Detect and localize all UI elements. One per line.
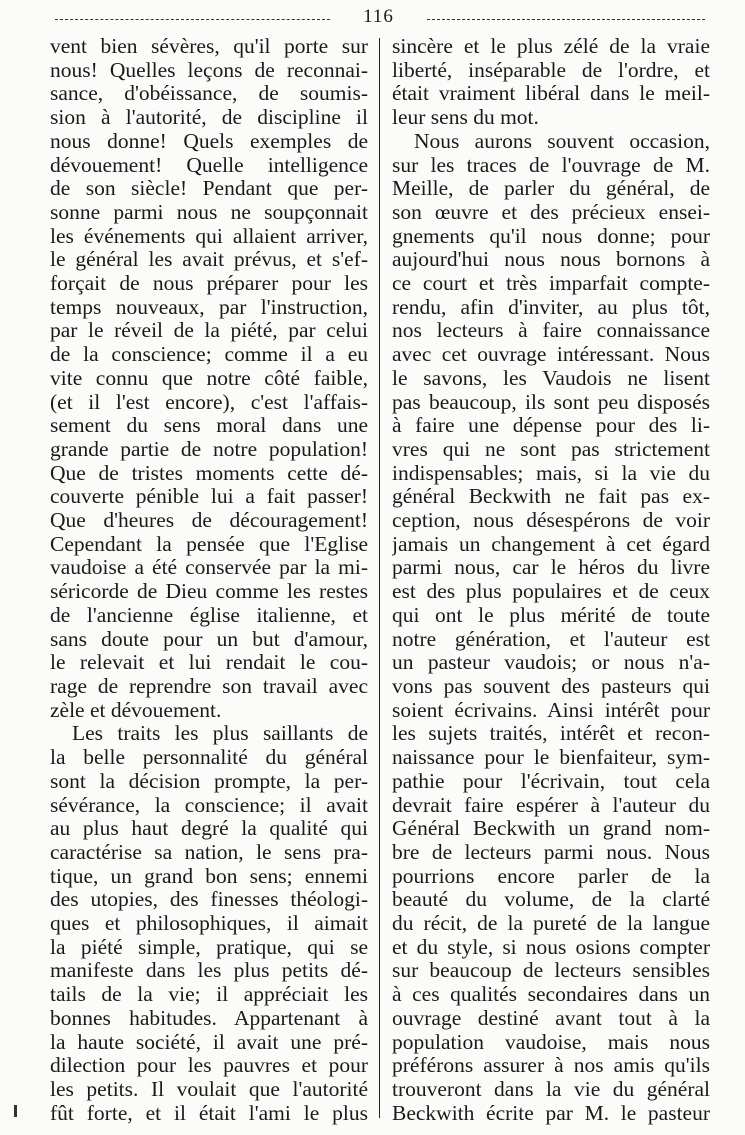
text-line: des utopies, des finesses théologi- (50, 888, 368, 912)
text-line: parmi nous, car le héros du livre (392, 556, 710, 580)
text-line: tique, un grand bon sens; ennemi (50, 864, 368, 888)
margin-mark (14, 1105, 17, 1117)
text-line: rendu, afin d'inviter, au plus tôt, (392, 295, 710, 319)
text-line: nous donne! Quels exemples de (50, 129, 368, 153)
text-line: sement du sens moral dans une (50, 414, 368, 438)
text-line: liberté, inséparable de l'ordre, et (392, 58, 710, 82)
text-line: Les traits les plus saillants de (72, 722, 368, 746)
text-line: du récit, de la pureté de la langue (392, 912, 710, 936)
header-rule-right (427, 19, 705, 20)
text-line: avec cet ouvrage intéressant. Nous (392, 343, 710, 367)
text-line: la belle personnalité du général (50, 746, 368, 770)
text-line: forçait de nous préparer pour les (50, 272, 368, 296)
text-line: Que de tristes moments cette dé- (50, 461, 368, 485)
text-line: de l'ancienne église italienne, et (50, 603, 368, 627)
text-line: sonne parmi nous ne soupçonnait (50, 200, 368, 224)
text-line: Général Beckwith un grand nom- (392, 817, 710, 841)
text-line: qui ont le plus mérité de toute (392, 603, 710, 627)
text-line: Que d'heures de découragement! (50, 509, 368, 533)
text-line: couverte pénible lui a fait passer! (50, 485, 368, 509)
text-line: fût forte, et il était l'ami le plus (50, 1101, 368, 1125)
text-line: naissance pour le bienfaiteur, sym- (392, 746, 710, 770)
text-line: le savons, les Vaudois ne lisent (392, 366, 710, 390)
text-line: sont la décision prompte, la per- (50, 769, 368, 793)
column-divider (379, 38, 380, 1118)
text-line: aujourd'hui nous nous bornons à (392, 248, 710, 272)
text-line: son œuvre et des précieux ensei- (392, 200, 710, 224)
text-line: caractérise sa nation, le sens pra- (50, 840, 368, 864)
text-line: le général les avait prévus, et s'ef- (50, 248, 368, 272)
page-header (55, 6, 705, 32)
text-line: vaudoise a été conservée par la mi- (50, 556, 368, 580)
page-number: 116 (330, 6, 427, 28)
text-line: préférons assurer à nos amis qu'ils (392, 1054, 710, 1078)
text-line: bonnes habitudes. Appartenant à (50, 1006, 368, 1030)
text-line: devrait faire espérer à l'auteur du (392, 793, 710, 817)
text-line: ce court et très imparfait compte- (392, 272, 710, 296)
text-line: manifeste dans les plus petits dé- (50, 959, 368, 983)
text-line: vons pas souvent des pasteurs qui (392, 674, 710, 698)
text-line: sion à l'autorité, de discipline il (50, 106, 368, 130)
text-line: rage de reprendre son travail avec (50, 674, 368, 698)
text-line: bre de lecteurs parmi nous. Nous (392, 840, 710, 864)
text-line: sance, d'obéissance, de soumis- (50, 82, 368, 106)
header-rule-left (55, 19, 330, 20)
text-line: séricorde de Dieu comme les restes (50, 580, 368, 604)
text-line: notre génération, et l'auteur est (392, 627, 710, 651)
right-column (392, 35, 710, 1125)
text-line: de la conscience; comme il a eu (50, 343, 368, 367)
text-line: nous! Quelles leçons de reconnai- (50, 58, 368, 82)
text-line: les sujets traités, intérêt et recon- (392, 722, 710, 746)
text-line: soient écrivains. Ainsi intérêt pour (392, 698, 710, 722)
text-line: sans doute pour un but d'amour, (50, 627, 368, 651)
text-line: la piété simple, pratique, qui se (50, 935, 368, 959)
text-line: leur sens du mot. (392, 106, 539, 130)
text-line: sévérance, la conscience; il avait (50, 793, 368, 817)
text-line: temps nouveaux, par l'instruction, (50, 295, 368, 319)
text-line: Nous aurons souvent occasion, (414, 129, 710, 153)
text-line: un pasteur vaudois; or nous n'a- (392, 651, 710, 675)
text-line: zèle et dévouement. (50, 698, 222, 722)
text-line: gnements qu'il nous donne; pour (392, 224, 710, 248)
text-line: la haute société, il avait une pré- (50, 1030, 368, 1054)
text-line: pathie pour l'écrivain, tout cela (392, 769, 710, 793)
text-line: au plus haut degré la qualité qui (50, 817, 368, 841)
text-line: général Beckwith ne fait pas ex- (392, 485, 710, 509)
text-line: était vraiment libéral dans le meil- (392, 82, 710, 106)
text-line: Beckwith écrite par M. le pasteur (392, 1101, 710, 1125)
text-line: (et il l'est encore), c'est l'affais- (50, 390, 368, 414)
text-line: trouveront dans la vie du général (392, 1077, 710, 1101)
text-line: tails de la vie; il appréciait les (50, 983, 368, 1007)
left-column (50, 35, 368, 1125)
text-line: dévouement! Quelle intelligence (50, 153, 368, 177)
text-line: beauté du volume, de la clarté (392, 888, 710, 912)
text-line: vent bien sévères, qu'il porte sur (50, 35, 368, 58)
text-line: et du style, si nous osions compter (392, 935, 710, 959)
text-line: jamais un changement à cet égard (392, 532, 710, 556)
text-line: pourrions encore parler de la (392, 864, 710, 888)
text-line: à ces qualités secondaires dans un (392, 983, 710, 1007)
text-line: par le réveil de la piété, par celui (50, 319, 368, 343)
text-line: le relevait et lui rendait le cou- (50, 651, 368, 675)
text-line: vite connu que notre côté faible, (50, 366, 368, 390)
text-line: pas beaucoup, ils sont peu disposés (392, 390, 710, 414)
text-line: de son siècle! Pendant que per- (50, 177, 368, 201)
text-line: dilection pour les pauvres et pour (50, 1054, 368, 1078)
text-line: indispensables; mais, si la vie du (392, 461, 710, 485)
text-line: ception, nous désespérons de voir (392, 509, 710, 533)
text-line: sur les traces de l'ouvrage de M. (392, 153, 710, 177)
text-line: sincère et le plus zélé de la vraie (392, 35, 710, 58)
text-line: les petits. Il voulait que l'autorité (50, 1077, 368, 1101)
text-line: les événements qui allaient arriver, (50, 224, 368, 248)
text-line: Meille, de parler du général, de (392, 177, 710, 201)
text-line: grande partie de notre population! (50, 437, 368, 461)
text-line: ouvrage destiné avant tout à la (392, 1006, 710, 1030)
text-line: population vaudoise, mais nous (392, 1030, 710, 1054)
text-line: nos lecteurs à faire connaissance (392, 319, 710, 343)
text-line: Cependant la pensée que l'Eglise (50, 532, 368, 556)
text-line: vres qui ne sont pas strictement (392, 437, 710, 461)
text-line: sur beaucoup de lecteurs sensibles (392, 959, 710, 983)
text-line: ques et philosophiques, il aimait (50, 912, 368, 936)
text-line: à faire une dépense pour des li- (392, 414, 710, 438)
text-line: est des plus populaires et de ceux (392, 580, 710, 604)
